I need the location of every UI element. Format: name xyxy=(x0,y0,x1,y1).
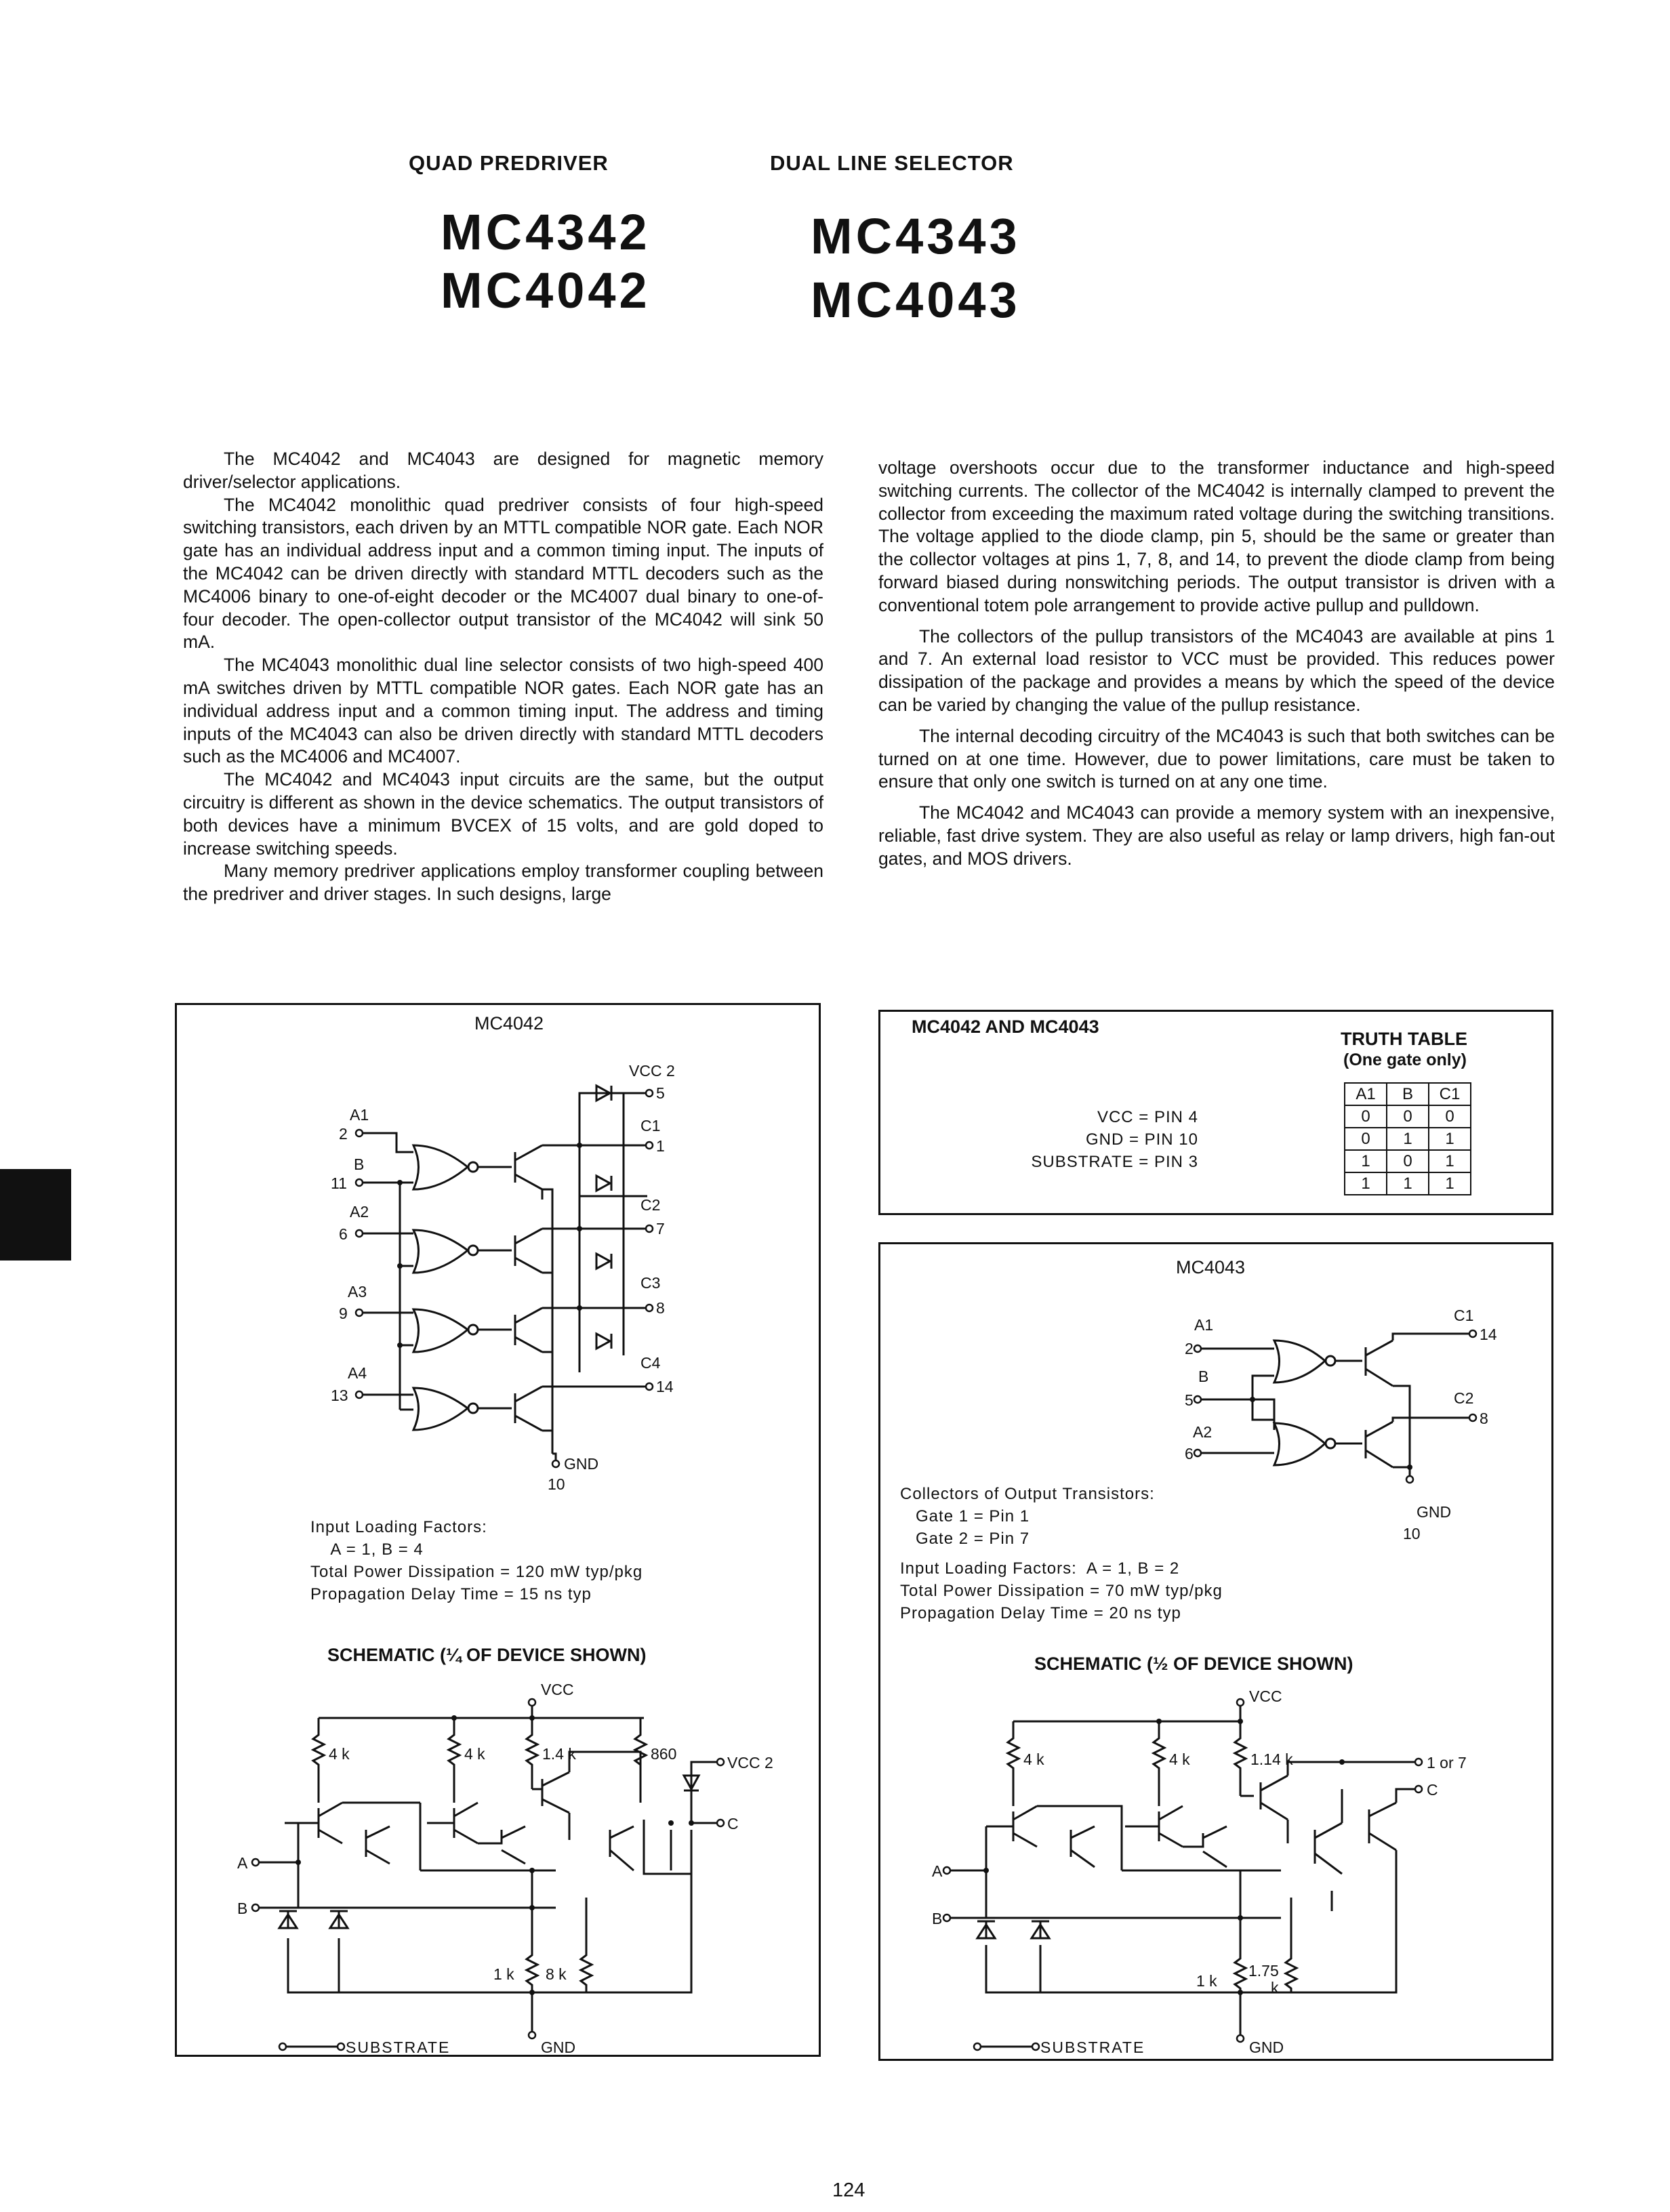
table-cell: 1 xyxy=(1429,1150,1471,1172)
pin-label: C2 xyxy=(640,1196,661,1214)
pin-label: A1 xyxy=(350,1106,369,1124)
column-header: C1 xyxy=(1429,1083,1471,1105)
table-cell: 1 xyxy=(1387,1172,1429,1195)
schematic-label: C xyxy=(727,1815,739,1832)
pin-assignments: VCC = PIN 4 GND = PIN 10 SUBSTRATE = PIN 3 xyxy=(1031,1108,1198,1171)
table-row xyxy=(1345,1105,1471,1128)
schematic-label: B xyxy=(932,1910,943,1927)
table-row xyxy=(1345,1128,1471,1150)
schematic-label: 4 k xyxy=(1169,1750,1190,1768)
schematic-label: SUBSTRATE xyxy=(346,2039,451,2056)
schematic-label: VCC 2 xyxy=(727,1754,773,1771)
schematic-label: B xyxy=(237,1900,248,1917)
pin-label: 14 xyxy=(1480,1326,1497,1343)
pin-label: C1 xyxy=(1454,1307,1474,1324)
pin-label: A1 xyxy=(1194,1316,1214,1334)
schematic-label: 1 k xyxy=(493,1965,514,1983)
paragraph: The collectors of the pullup transistors of the MC4043 are available at pins 1 and 7. An external load resistor to VCC must be provided. This reduces power dissipation of the package and provides a means by which the speed of the device can be varied by changing the value of the pullup resistance. xyxy=(878,626,1555,715)
pin-label: C2 xyxy=(1454,1389,1474,1407)
paragraph: The MC4042 monolithic quad predriver consists of four high-speed switching transistors, each driven by an MTTL compatible NOR gate. Each NOR gate has an individual address input and a common timing input. The inputs of the MC4042 can be driven directly with standard MTTL decoders such as the MC4006 binary to one-of-eight decoder or the MC4007 dual binary to one-of-four decoder. The open-collector output transistor of the MC4042 will sink 50 mA. xyxy=(183,494,823,653)
mc4042-title: MC4042 xyxy=(474,1013,544,1033)
pin-label: 13 xyxy=(331,1387,348,1404)
part-number-mc4342: MC4342 xyxy=(441,204,651,260)
paragraph: Many memory predriver applications employ transformer coupling between the predriver and driver stages. In such designs, large xyxy=(183,861,823,905)
pin-label: C3 xyxy=(640,1274,661,1292)
table-cell: 0 xyxy=(1345,1128,1387,1150)
mc4042-characteristics: Input Loading Factors: A = 1, B = 4 Total Power Dissipation = 120 mW typ/pkg Propagation Delay Time = 15 ns typ xyxy=(310,1518,643,1603)
schematic-label: 8 k xyxy=(546,1965,567,1983)
schematic-label: 1.4 k xyxy=(542,1745,576,1763)
table-cell: 0 xyxy=(1429,1105,1471,1128)
intro-right-column xyxy=(878,457,1555,871)
paragraph: voltage overshoots occur due to the transformer inductance and high-speed switching currents. The collector of the MC4042 is internally clamped to prevent the collector from exceeding the maximum rated voltage during the switching transitions. The voltage applied to the diode clamp, pin 5, should be the same or greater than the collector voltages at pins 1, 7, 8, and 14, to prevent the diode clamp from being forward biased during nonswitching periods. The output transistor is driven with a conventional totem pole arrangement to provide active pullup and pulldown. xyxy=(878,457,1555,615)
pin-label: A3 xyxy=(348,1283,367,1300)
table-cell: 1 xyxy=(1429,1172,1471,1195)
paragraph: The MC4043 monolithic dual line selector consists of two high-speed 400 mA switches driven by MTTL compatible NOR gates. Each NOR gate has an individual address input and a common timing input. The address and timing inputs of the MC4043 can also be driven directly with standard MTTL decoders such as the MC4006 and MC4007. xyxy=(183,655,823,767)
schematic-label: 1 k xyxy=(1196,1972,1217,1990)
pin-label: 1 xyxy=(656,1137,665,1155)
schematic-label: 4 k xyxy=(329,1745,350,1763)
column-header: A1 xyxy=(1345,1083,1387,1105)
mc4043-title: MC4043 xyxy=(1176,1257,1246,1277)
truth-table-title: TRUTH TABLE xyxy=(1341,1029,1467,1049)
table-row xyxy=(1345,1150,1471,1172)
pin-label: 5 xyxy=(656,1084,665,1102)
mc4043-characteristics: Input Loading Factors: A = 1, B = 2 Total Power Dissipation = 70 mW typ/pkg Propagation Delay Time = 20 ns typ xyxy=(900,1559,1223,1622)
pin-label: 6 xyxy=(339,1225,348,1243)
pin-label: 2 xyxy=(1185,1340,1194,1357)
truth-table xyxy=(1344,1082,1471,1195)
pin-label: 11 xyxy=(331,1174,347,1192)
paragraph: The MC4042 and MC4043 are designed for magnetic memory driver/selector applications. xyxy=(183,449,823,492)
paragraph: The internal decoding circuitry of the MC4043 is such that both switches can be turned on at one time. However, due to power limitations, care must be taken to ensure that only one switch is turned on at any one time. xyxy=(878,725,1555,792)
pin-label: 6 xyxy=(1185,1445,1194,1462)
mc4043-panel xyxy=(878,1242,1553,2061)
pin-label: GND xyxy=(564,1455,599,1473)
table-cell: 1 xyxy=(1387,1128,1429,1150)
schematic-label: VCC xyxy=(1249,1687,1282,1705)
pin-label: 2 xyxy=(339,1125,348,1143)
table-cell: 0 xyxy=(1387,1150,1429,1172)
table-cell: 1 xyxy=(1429,1128,1471,1150)
part-number-mc4043: MC4043 xyxy=(811,272,1021,328)
pin-label: 8 xyxy=(1480,1410,1488,1427)
schematic-label: 1.14 k xyxy=(1250,1750,1293,1768)
pin-label: A2 xyxy=(1193,1423,1213,1441)
table-row xyxy=(1345,1172,1471,1195)
truth-panel-title: MC4042 AND MC4043 xyxy=(912,1017,1099,1037)
page-number: 124 xyxy=(832,2179,865,2201)
left-category-heading: QUAD PREDRIVER xyxy=(409,151,609,175)
pin-label: 10 xyxy=(1403,1525,1421,1542)
pin-label: B xyxy=(354,1155,365,1173)
pin-label: 8 xyxy=(656,1299,665,1317)
table-cell: 0 xyxy=(1345,1105,1387,1128)
paragraph: The MC4042 and MC4043 input circuits are the same, but the output circuitry is different as shown in the device schematics. The output transistors of both devices have a minimum BVCEX of 15 volts, and are gold doped to increase switching speeds. xyxy=(183,769,823,859)
paragraph: The MC4042 and MC4043 can provide a memory system with an inexpensive, reliable, fast drive system. They are also useful as relay or lamp drivers, high fan-out gates, and MOS drivers. xyxy=(878,802,1555,869)
pin-label: 9 xyxy=(339,1305,348,1322)
pin-label: C4 xyxy=(640,1354,661,1372)
schematic-label: C xyxy=(1427,1781,1438,1799)
table-cell: 1 xyxy=(1345,1150,1387,1172)
schematic-label: SUBSTRATE xyxy=(1040,2039,1145,2056)
section-thumb-tab xyxy=(0,1169,71,1261)
pin-label: C1 xyxy=(640,1117,661,1134)
pin-label: 10 xyxy=(548,1475,565,1493)
schematic-label: 860 xyxy=(651,1745,677,1763)
table-cell: 0 xyxy=(1387,1105,1429,1128)
schematic-label: A xyxy=(237,1854,248,1872)
pin-label: VCC 2 xyxy=(629,1062,675,1080)
schematic-label: 4 k xyxy=(1023,1750,1044,1768)
pin-label: 14 xyxy=(656,1378,674,1395)
part-number-mc4042: MC4042 xyxy=(441,262,651,319)
table-cell: 1 xyxy=(1345,1172,1387,1195)
mc4043-schematic-title: SCHEMATIC (½ OF DEVICE SHOWN) xyxy=(1034,1654,1353,1674)
pin-label: A4 xyxy=(348,1364,367,1382)
schematic-label: VCC xyxy=(541,1681,574,1698)
table-header-row xyxy=(1345,1083,1471,1105)
schematic-label: GND xyxy=(1249,2039,1284,2056)
intro-left-column xyxy=(183,448,823,906)
schematic-label: 4 k xyxy=(464,1745,485,1763)
part-number-mc4343: MC4343 xyxy=(811,208,1021,264)
schematic-label: 1 or 7 xyxy=(1427,1754,1467,1771)
pin-label: GND xyxy=(1417,1503,1452,1521)
truth-table-subtitle: (One gate only) xyxy=(1343,1050,1467,1069)
schematic-label: 1.75 xyxy=(1248,1962,1279,1980)
schematic-label: GND xyxy=(541,2039,576,2056)
column-header: B xyxy=(1387,1083,1429,1105)
pin-label: 5 xyxy=(1185,1391,1194,1409)
right-category-heading: DUAL LINE SELECTOR xyxy=(770,151,1014,175)
schematic-label: k xyxy=(1271,1979,1279,1996)
pin-label: 7 xyxy=(656,1220,665,1237)
mc4042-schematic-title: SCHEMATIC (¼ OF DEVICE SHOWN) xyxy=(327,1645,647,1665)
pin-label: B xyxy=(1198,1368,1209,1385)
schematic-label: A xyxy=(932,1862,943,1880)
pin-label: A2 xyxy=(350,1203,369,1221)
collector-pin-notes: Collectors of Output Transistors: Gate 1 = Pin 1 Gate 2 = Pin 7 xyxy=(900,1485,1155,1548)
